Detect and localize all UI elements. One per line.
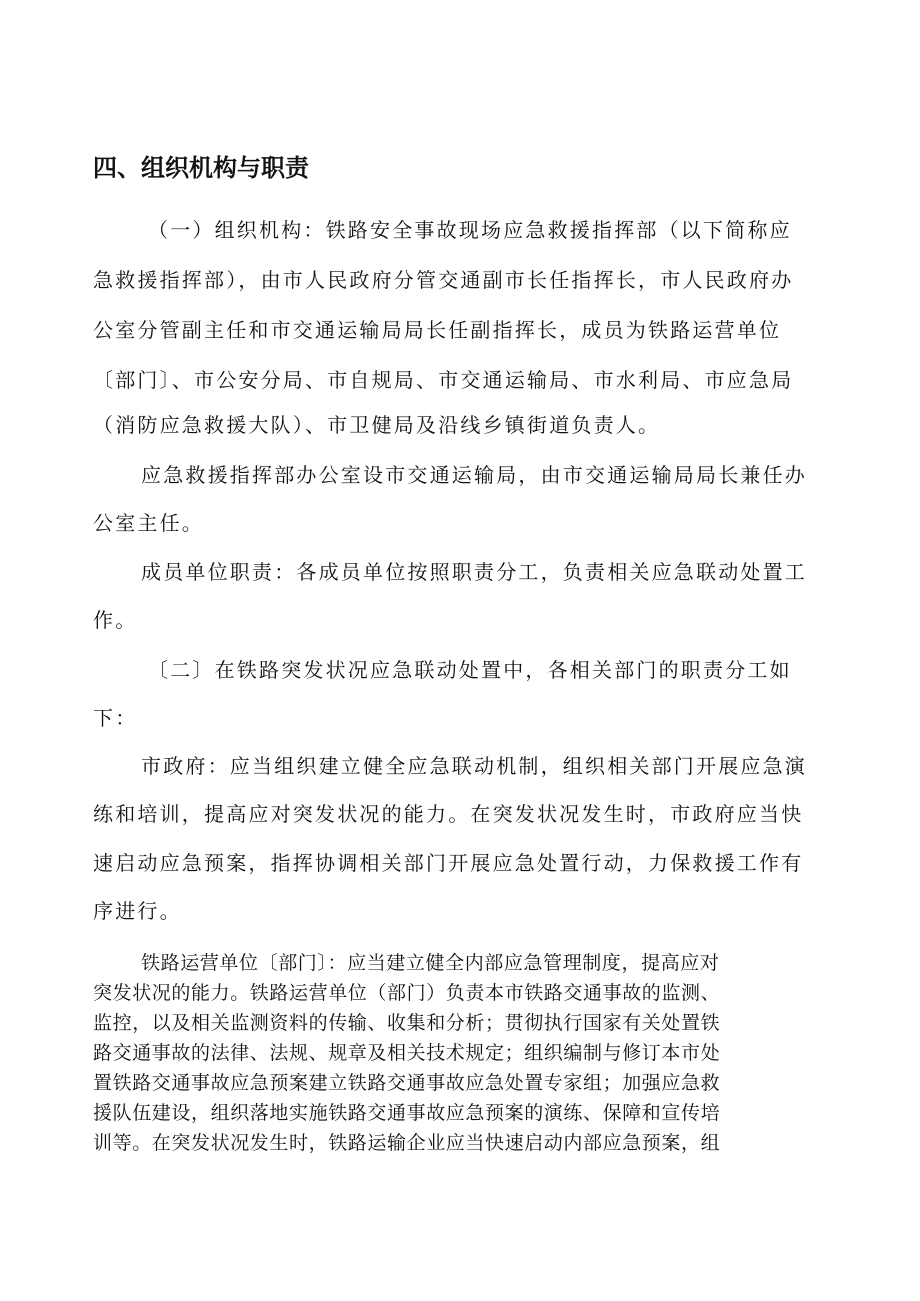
paragraph-line: 援队伍建设，组织落地实施铁路交通事故应急预案的演练、保障和宣传培 [93,1102,721,1124]
paragraph-line: 急救援指挥部），由市人民政府分管交通副市长任指挥长，市人民政府办 [93,268,794,292]
section-heading: 四、组织机构与职责 [93,154,309,182]
paragraph-line: 路交通事故的法律、法规、规章及相关技术规定；组织编制与修订本市处 [93,1042,721,1064]
paragraph-line: 训等。在突发状况发生时，铁路运输企业应当快速启动内部应急预案，组 [93,1132,721,1154]
paragraph-line: 序进行。 [93,899,182,923]
paragraph-line: 应急救援指挥部办公室设市交通运输局，由市交通运输局局长兼任办 [141,463,807,487]
paragraph-line: 〔二〕在铁路突发状况应急联动处置中，各相关部门的职责分工如 [148,658,792,682]
paragraph-line: 市政府：应当组织建立健全应急联动机制，组织相关部门开展应急演 [141,754,807,778]
paragraph-line: 监控，以及相关监测资料的传输、收集和分析；贯彻执行国家有关处置铁 [93,1012,721,1034]
paragraph-line: 置铁路交通事故应急预案建立铁路交通事故应急处置专家组；加强应急救 [93,1072,721,1094]
paragraph-line: 下： [93,706,138,730]
paragraph-line: 成员单位职责：各成员单位按照职责分工，负责相关应急联动处置工 [141,560,807,584]
paragraph-line: 公室主任。 [93,511,204,535]
paragraph-line: （消防应急救援大队）、市卫健局及沿线乡镇街道负责人。 [93,413,661,437]
paragraph-line: 练和培训，提高应对突发状况的能力。在突发状况发生时，市政府应当快 [93,802,804,826]
paragraph-line: 突发状况的能力。铁路运营单位（部门）负责本市铁路交通事故的监测、 [93,982,721,1004]
paragraph-line: 速启动应急预案，指挥协调相关部门开展应急处置行动，力保救援工作有 [93,851,804,875]
paragraph-line: 公室分管副主任和市交通运输局局长任副指挥长，成员为铁路运营单位 [93,318,782,342]
paragraph-line: 铁路运营单位〔部门〕：应当建立健全内部应急管理制度，提高应对 [141,952,720,974]
paragraph-line: （一）组织机构：铁路安全事故现场应急救援指挥部（以下简称应 [148,218,792,242]
paragraph-line: 〔部门〕、市公安分局、市自规局、市交通运输局、市水利局、市应急局 [93,368,794,392]
paragraph-line: 作。 [93,608,138,632]
